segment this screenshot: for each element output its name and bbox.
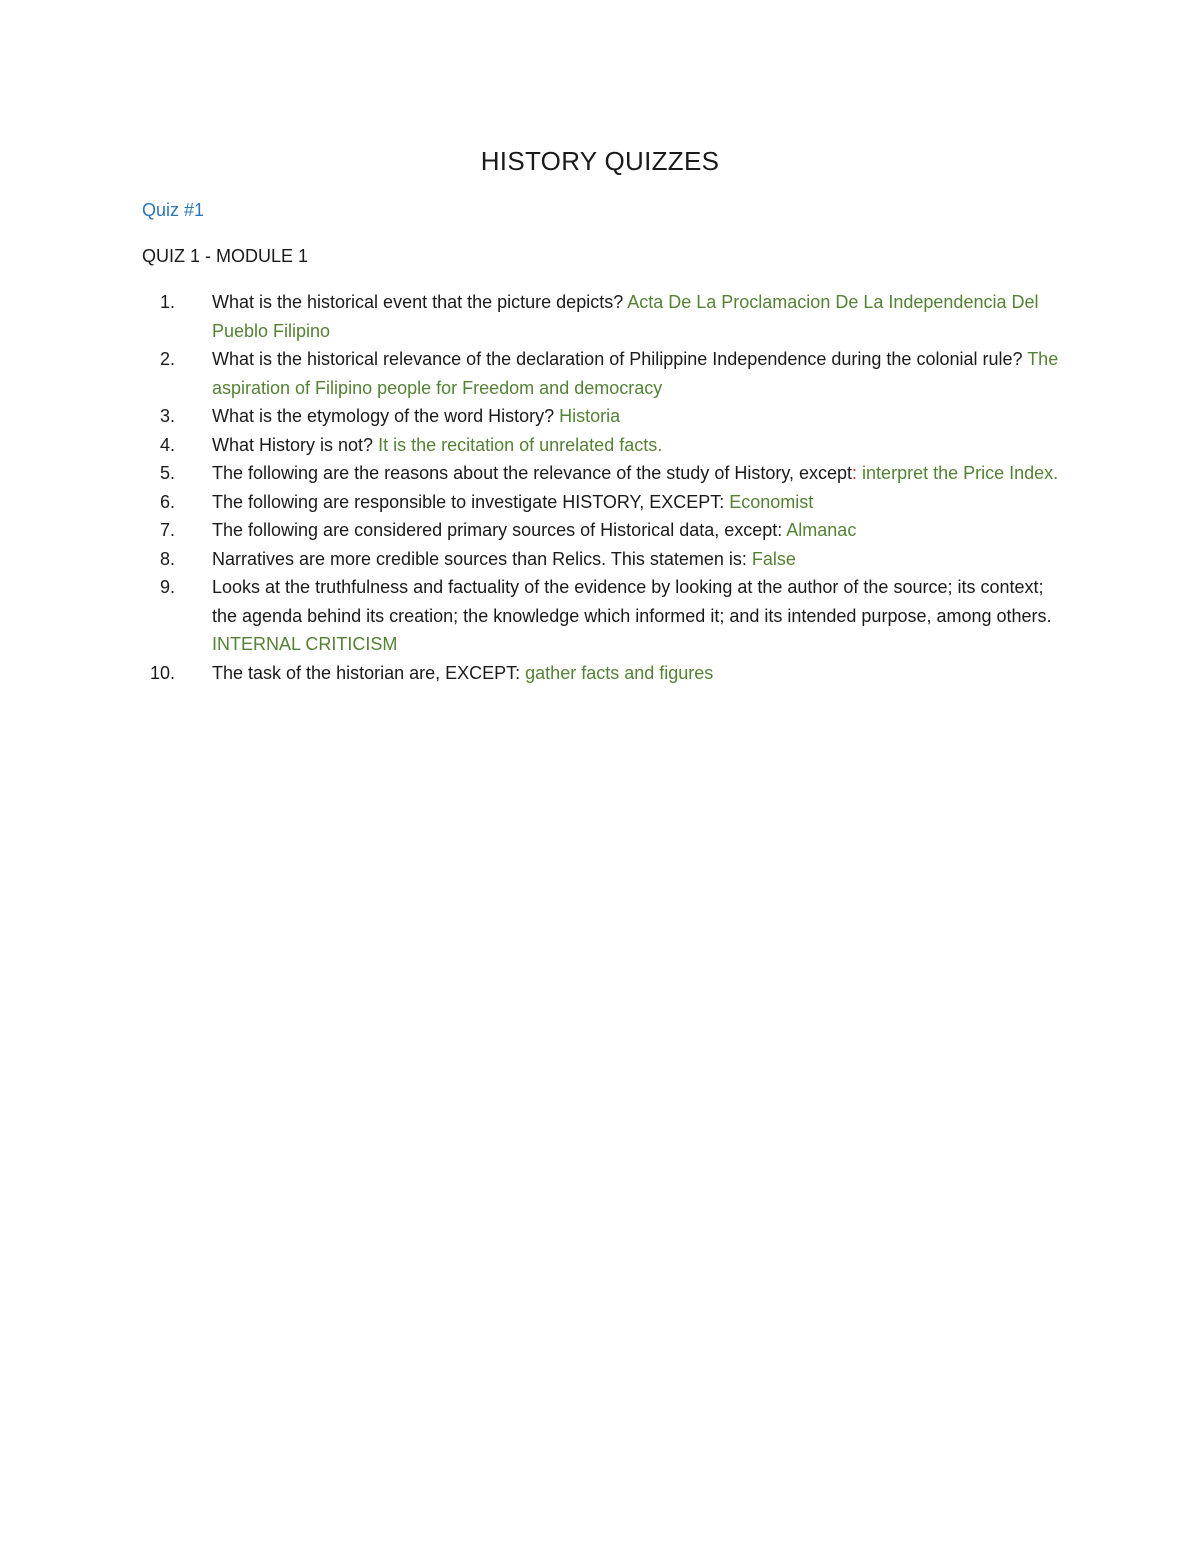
question-number: 3. bbox=[160, 406, 176, 426]
question-text: The following are responsible to investigate HISTORY, EXCEPT: bbox=[212, 491, 730, 512]
question-number: 2. bbox=[160, 349, 176, 369]
highlighted-colon: : bbox=[852, 463, 858, 483]
answer-text: Economist bbox=[729, 491, 814, 512]
question-number: 1. bbox=[160, 292, 176, 312]
page-title: HISTORY QUIZZES bbox=[480, 146, 720, 176]
question-number: 8. bbox=[160, 548, 176, 569]
question-text: The task of the historian are, EXCEPT: bbox=[212, 662, 526, 683]
question-item bbox=[142, 545, 1062, 574]
question-item bbox=[142, 345, 1062, 402]
answer-text: False bbox=[751, 548, 796, 569]
answer-text: The aspiration of Filipino people for Freedom and democracy bbox=[212, 349, 1059, 398]
question-number: 6. bbox=[160, 491, 176, 512]
question-item bbox=[142, 516, 1062, 545]
question-text: What is the historical event that the picture depicts? bbox=[212, 292, 628, 312]
question-item bbox=[142, 402, 1062, 431]
question-text: The following are considered primary sources of Historical data, except: bbox=[212, 520, 787, 540]
answer-text: Acta De La Proclamacion De La Independencia Del Pueblo Filipino bbox=[212, 292, 1039, 341]
answer-text: Almanac bbox=[786, 520, 857, 540]
question-item bbox=[142, 431, 1062, 460]
question-item bbox=[142, 288, 1062, 345]
question-text: What is the historical relevance of the declaration of Philippine Independence during the colonial rule? bbox=[212, 349, 1028, 369]
question-number: 7. bbox=[160, 520, 176, 540]
answer-text: interpret the Price Index. bbox=[857, 463, 1059, 483]
question-number: 9. bbox=[160, 577, 176, 597]
question-text: Looks at the truthfulness and factuality of the evidence by looking at the author of the source; its context; the agenda behind its creation; the knowledge which informed it; and its intended purpose, among others. bbox=[212, 577, 1052, 626]
answer-text: gather facts and figures bbox=[525, 662, 714, 683]
answer-text: INTERNAL CRITICISM bbox=[212, 634, 398, 654]
question-number: 4. bbox=[160, 434, 176, 455]
question-item bbox=[142, 659, 1062, 688]
question-item bbox=[142, 459, 1062, 488]
question-text: What History is not? bbox=[212, 434, 379, 455]
question-text: What is the etymology of the word History? bbox=[212, 406, 560, 426]
question-number: 10. bbox=[150, 662, 176, 683]
question-text: The following are the reasons about the relevance of the study of History, except bbox=[212, 463, 853, 483]
question-text: Narratives are more credible sources than Relics. This statemen is: bbox=[212, 548, 752, 569]
module-heading: QUIZ 1 - MODULE 1 bbox=[142, 246, 309, 266]
question-list bbox=[142, 288, 1062, 687]
answer-text: It is the recitation of unrelated facts. bbox=[378, 434, 663, 455]
quiz-heading: Quiz #1 bbox=[142, 200, 205, 220]
answer-text: Historia bbox=[559, 406, 621, 426]
question-item bbox=[142, 573, 1062, 659]
question-number: 5. bbox=[160, 463, 176, 483]
question-item bbox=[142, 488, 1062, 517]
